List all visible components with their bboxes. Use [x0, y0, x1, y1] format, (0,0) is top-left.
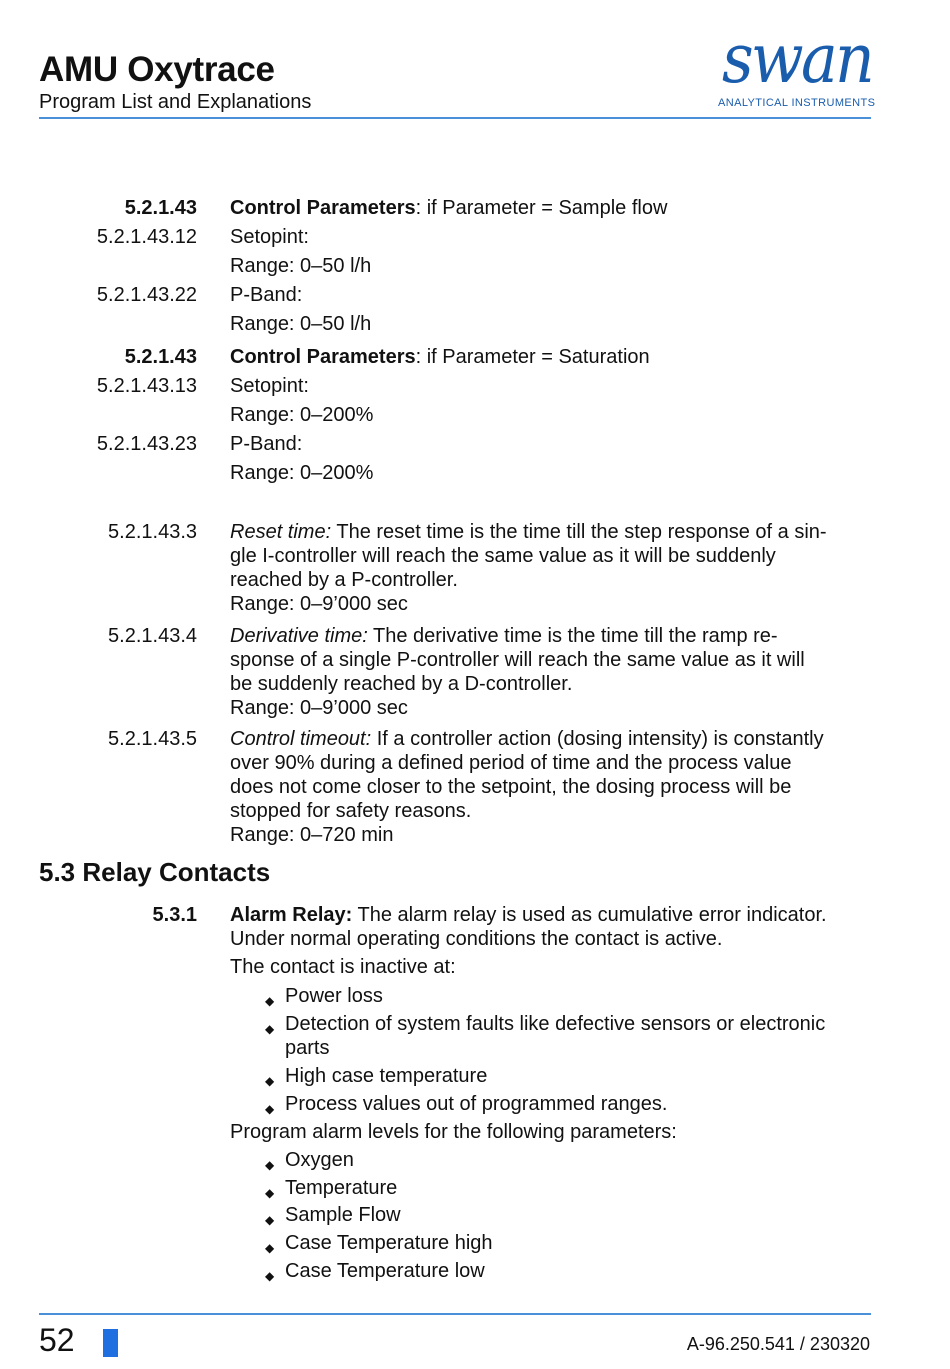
diamond-bullet-icon: ◆ [265, 1241, 275, 1255]
document-title: AMU Oxytrace [39, 50, 275, 89]
diamond-bullet-icon: ◆ [265, 1269, 275, 1283]
diamond-bullet-icon: ◆ [265, 1186, 275, 1200]
diamond-bullet-icon: ◆ [265, 1213, 275, 1227]
header-rule [39, 117, 871, 119]
param-number: 5.2.1.43.12 [96, 226, 197, 248]
diamond-bullet-icon: ◆ [265, 1158, 275, 1172]
param-number: 5.2.1.43.13 [96, 375, 197, 397]
param-description: Reset time: The reset time is the time till the step response of a sin- gle I-controller will reach the same value as it will be suddenly reached by a P-controller. Range: 0–9’000 sec [230, 521, 827, 615]
section-heading: 5.3 Relay Contacts [39, 857, 271, 887]
param-description: Control timeout: If a controller action (dosing intensity) is constantly over 90% during a defined period of time and the process value does not come closer to the setpoint, the dosing process will be stopped for safety reasons. Range: 0–720 min [230, 728, 824, 846]
param-number: 5.2.1.43 [124, 197, 197, 219]
param-description: Derivative time: The derivative time is the time till the ramp re- sponse of a single P-controller will reach the same value as it will be suddenly reached by a D-controller. Range: 0–9’000 sec [230, 625, 805, 719]
document-subtitle: Program List and Explanations [39, 91, 312, 113]
document-id: A-96.250.541 / 230320 [686, 1334, 870, 1354]
param-number: 5.3.1 [152, 904, 197, 926]
param-heading: Control Parameters [230, 346, 416, 368]
param-description: Alarm Relay: The alarm relay is used as cumulative error indicator. Under normal operating conditions the contact is active. [230, 904, 827, 950]
logo-tagline: ANALYTICAL INSTRUMENTS [718, 97, 876, 109]
param-number: 5.2.1.43 [124, 346, 197, 368]
footer-rule [39, 1313, 871, 1315]
diamond-bullet-icon: ◆ [265, 1074, 275, 1088]
page-marker [103, 1329, 118, 1357]
param-number: 5.2.1.43.3 [108, 521, 197, 543]
swan-logo [716, 22, 878, 98]
param-number: 5.2.1.43.4 [108, 625, 197, 647]
param-number: 5.2.1.43.22 [96, 284, 197, 306]
param-heading: Control Parameters [230, 197, 416, 219]
diamond-bullet-icon: ◆ [265, 994, 275, 1008]
logo-wordmark: swan [722, 22, 872, 98]
param-number: 5.2.1.43.5 [108, 728, 197, 750]
diamond-bullet-icon: ◆ [265, 1102, 275, 1116]
diamond-bullet-icon: ◆ [265, 1022, 275, 1036]
param-number: 5.2.1.43.23 [96, 433, 197, 455]
page-number: 52 [39, 1322, 75, 1358]
